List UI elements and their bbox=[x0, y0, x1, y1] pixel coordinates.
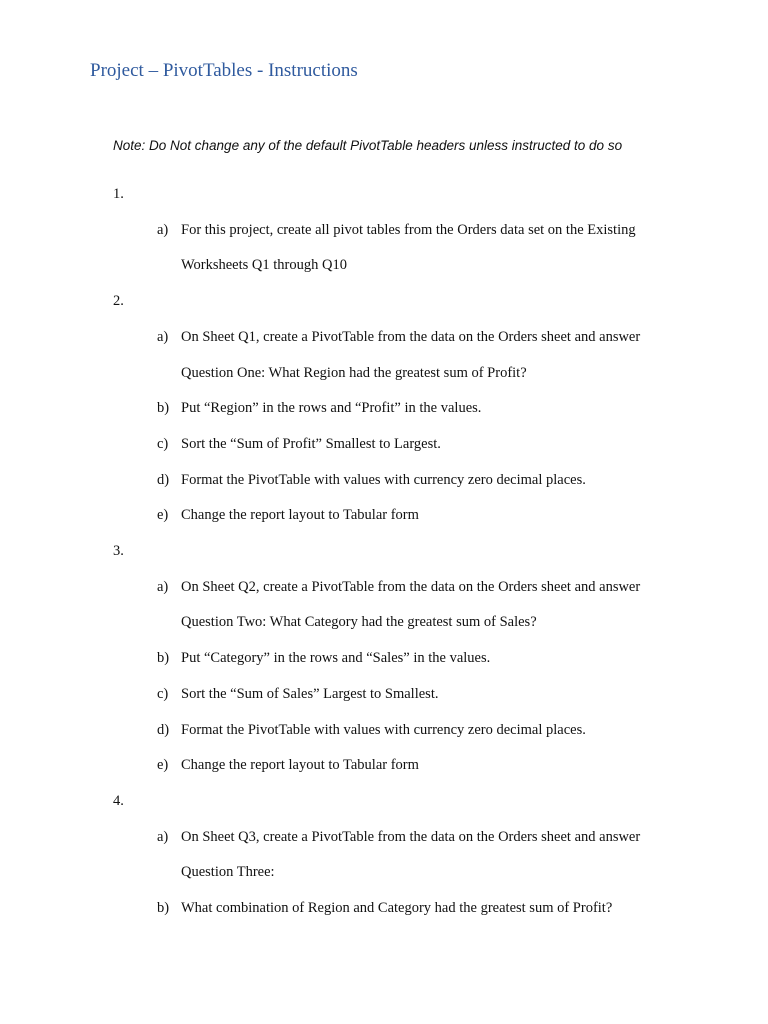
item-text-line: Change the report layout to Tabular form bbox=[181, 757, 419, 774]
item-letter: b) bbox=[157, 400, 170, 417]
item-text-line: Question One: What Region had the greatest sum of Profit? bbox=[181, 364, 527, 381]
item-letter: b) bbox=[157, 650, 170, 667]
item-text-line: On Sheet Q3, create a PivotTable from the data on the Orders sheet and answer bbox=[181, 828, 641, 845]
item-text-line: On Sheet Q1, create a PivotTable from the data on the Orders sheet and answer bbox=[181, 328, 641, 345]
item-letter: a) bbox=[157, 221, 169, 238]
item-letter: e) bbox=[157, 757, 169, 774]
item-text-line: Change the report layout to Tabular form bbox=[181, 507, 419, 524]
item-letter: c) bbox=[157, 685, 169, 702]
item-letter: a) bbox=[157, 578, 169, 595]
section-number: 1. bbox=[113, 186, 124, 202]
item-letter: a) bbox=[157, 828, 169, 845]
item-text-line: Format the PivotTable with values with currency zero decimal places. bbox=[181, 721, 586, 738]
item-letter: d) bbox=[157, 721, 170, 738]
item-text-line: Question Three: bbox=[181, 864, 275, 881]
item-letter: e) bbox=[157, 507, 169, 524]
item-text-line: What combination of Region and Category had the greatest sum of Profit? bbox=[181, 900, 613, 916]
item-letter: d) bbox=[157, 471, 170, 488]
item-text-line: For this project, create all pivot tables from the Orders data set on the Existing bbox=[181, 221, 636, 238]
item-text-line: On Sheet Q2, create a PivotTable from the data on the Orders sheet and answer bbox=[181, 578, 641, 595]
item-letter: b) bbox=[157, 900, 170, 916]
note-text: Note: Do Not change any of the default PivotTable headers unless instructed to do so bbox=[113, 138, 623, 153]
section-number: 4. bbox=[113, 792, 124, 809]
item-text-line: Put “Region” in the rows and “Profit” in the values. bbox=[181, 400, 482, 417]
page-title: Project – PivotTables - Instructions bbox=[90, 60, 358, 81]
item-text-line: Worksheets Q1 through Q10 bbox=[181, 257, 347, 274]
item-text-line: Format the PivotTable with values with currency zero decimal places. bbox=[181, 471, 586, 488]
item-text-line: Question Two: What Category had the greatest sum of Sales? bbox=[181, 614, 537, 631]
item-text-line: Sort the “Sum of Sales” Largest to Smallest. bbox=[181, 685, 439, 702]
item-letter: a) bbox=[157, 328, 169, 345]
section-number: 3. bbox=[113, 543, 124, 559]
section-number: 2. bbox=[113, 293, 124, 310]
item-letter: c) bbox=[157, 435, 169, 452]
item-text-line: Sort the “Sum of Profit” Smallest to Largest. bbox=[181, 435, 441, 452]
item-text-line: Put “Category” in the rows and “Sales” in the values. bbox=[181, 650, 491, 667]
